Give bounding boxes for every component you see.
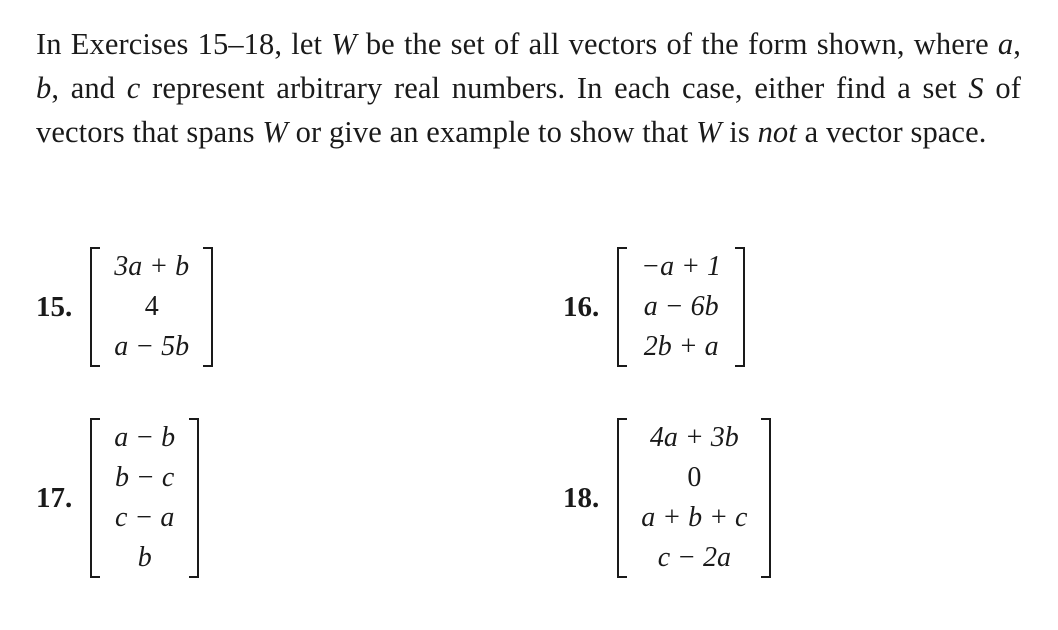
right-bracket xyxy=(189,418,199,578)
exercise-instructions: In Exercises 15–18, let W be the set of all vectors of the form shown, where a, b, and c represent arbitrary real numbers. In each case, either find a set S of vectors that spans W or give an example to show that W is not a vector space. xyxy=(36,27,1022,149)
vector-entry: 0 xyxy=(687,462,702,493)
vector-entries xyxy=(100,418,189,578)
vector-entry: a + b + c xyxy=(641,502,748,533)
exercise-number: 16. xyxy=(563,290,600,323)
column-vector xyxy=(90,418,199,578)
column-vector xyxy=(617,247,745,367)
vector-entries xyxy=(627,247,735,367)
right-bracket xyxy=(735,247,745,367)
vector-entry: c − a xyxy=(115,502,175,533)
left-bracket xyxy=(90,418,100,578)
exercise-number: 18. xyxy=(563,481,600,514)
vector-entries xyxy=(100,247,203,367)
exercise-number: 17. xyxy=(36,481,73,514)
vector-entry: a − 5b xyxy=(114,331,190,362)
left-bracket xyxy=(90,247,100,367)
exercise-17 xyxy=(36,418,199,578)
vector-entry: 3a + b xyxy=(114,251,190,282)
exercise-15 xyxy=(36,247,213,367)
vector-entry: 2b + a xyxy=(643,331,719,362)
exercise-number: 15. xyxy=(36,290,73,323)
vector-entries xyxy=(627,418,761,578)
vector-entry: −a + 1 xyxy=(641,251,722,282)
vector-entry: a − 6b xyxy=(643,291,719,322)
vector-entry: a − b xyxy=(114,422,176,453)
vector-entry: b xyxy=(137,542,152,573)
vector-entry: 4a + 3b xyxy=(649,422,739,453)
right-bracket xyxy=(761,418,771,578)
right-bracket xyxy=(203,247,213,367)
exercise-18 xyxy=(563,418,771,578)
vector-entry: b − c xyxy=(115,462,175,493)
exercise-16 xyxy=(563,247,745,367)
left-bracket xyxy=(617,247,627,367)
column-vector xyxy=(617,418,771,578)
vector-entry: 4 xyxy=(144,291,159,322)
vector-entry: c − 2a xyxy=(657,542,732,573)
column-vector xyxy=(90,247,213,367)
left-bracket xyxy=(617,418,627,578)
